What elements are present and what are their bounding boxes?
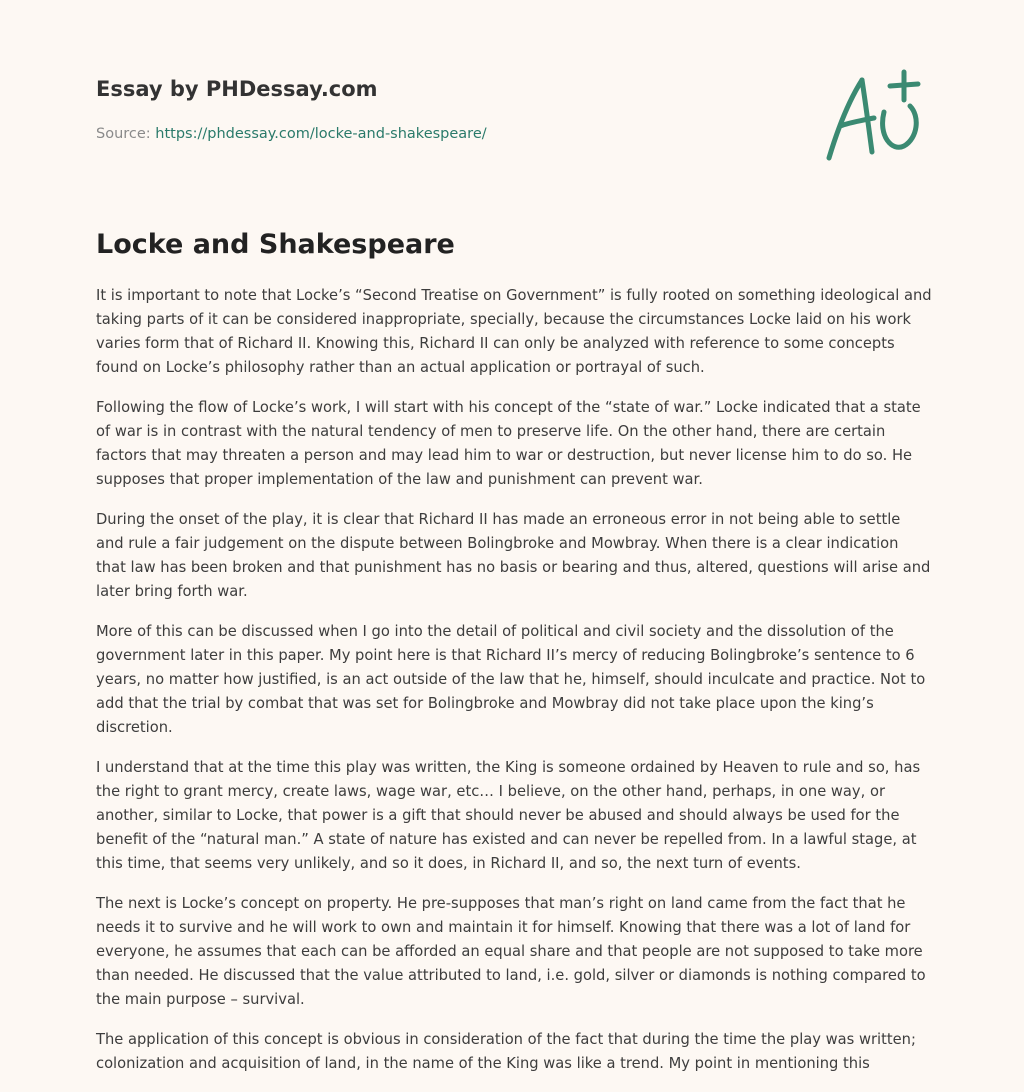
essay-body (96, 284, 932, 1092)
essay-paragraph: The application of this concept is obvious in consideration of the fact that during the time the play was written; colonization and acquisition of land, in the name of the King was like a trend. My point in mentioning this (96, 1031, 916, 1072)
essay-title: Locke and Shakespeare (96, 229, 455, 260)
source-line (96, 124, 487, 144)
essay-paragraph: The next is Locke’s concept on property. He pre-supposes that man’s right on land came from the fact that he needs it to survive and he will work to own and maintain it for himself. Knowing that there was a lot of land for everyone, he assumes that each can be afforded an equal share and that people are not supposed to take more than needed. He discussed that the value attributed to land, i.e. gold, silver or diamonds is nothing compared to the main purpose – survival. (96, 895, 926, 1008)
essay-paragraph: Following the flow of Locke’s work, I will start with his concept of the “state of war.” Locke indicated that a state of war is in contrast with the natural tendency of men to preserve life. On the other hand, there are certain factors that may threaten a person and may lead him to war or destruction, but never license him to do so. He supposes that proper implementation of the law and punishment can prevent war. (96, 399, 921, 488)
essay-paragraph: During the onset of the play, it is clear that Richard II has made an erroneous error in not being able to settle and rule a fair judgement on the dispute between Bolingbroke and Mowbray. When there is a clear indication that law has been broken and that punishment has no basis or bearing and thus, altered, questions will arise and later bring forth war. (96, 511, 931, 600)
header (96, 74, 936, 142)
site-brand: Essay by PHDessay.com (96, 77, 378, 101)
source-label: Source: (96, 126, 156, 142)
a-plus-logo-icon (822, 66, 932, 166)
source-link[interactable]: https://phdessay.com/locke-and-shakespeare/ (155, 126, 487, 142)
essay-paragraph: It is important to note that Locke’s “Second Treatise on Government” is fully rooted on something ideological and taking parts of it can be considered inappropriate, specially, because the circumstances Locke laid on his work varies form that of Richard II. Knowing this, Richard II can only be analyzed with reference to some concepts found on Locke’s philosophy rather than an actual application or portrayal of such. (96, 287, 932, 376)
essay-paragraph: More of this can be discussed when I go into the detail of political and civil society and the dissolution of the government later in this paper. My point here is that Richard II’s mercy of reducing Bolingbroke’s sentence to 6 years, no matter how justified, is an act outside of the law that he, himself, should inculcate and practice. Not to add that the trial by combat that was set for Bolingbroke and Mowbray did not take place upon the king’s discretion. (96, 623, 926, 736)
essay-paragraph: I understand that at the time this play was written, the King is someone ordained by Heaven to rule and so, has the right to grant mercy, create laws, wage war, etc… I believe, on the other hand, perhaps, in one way, or another, similar to Locke, that power is a gift that should never be abused and should always be used for the benefit of the “natural man.” A state of nature has existed and can never be repelled from. In a lawful stage, at this time, that seems very unlikely, and so it does, in Richard II, and so, the next turn of events. (96, 759, 921, 872)
